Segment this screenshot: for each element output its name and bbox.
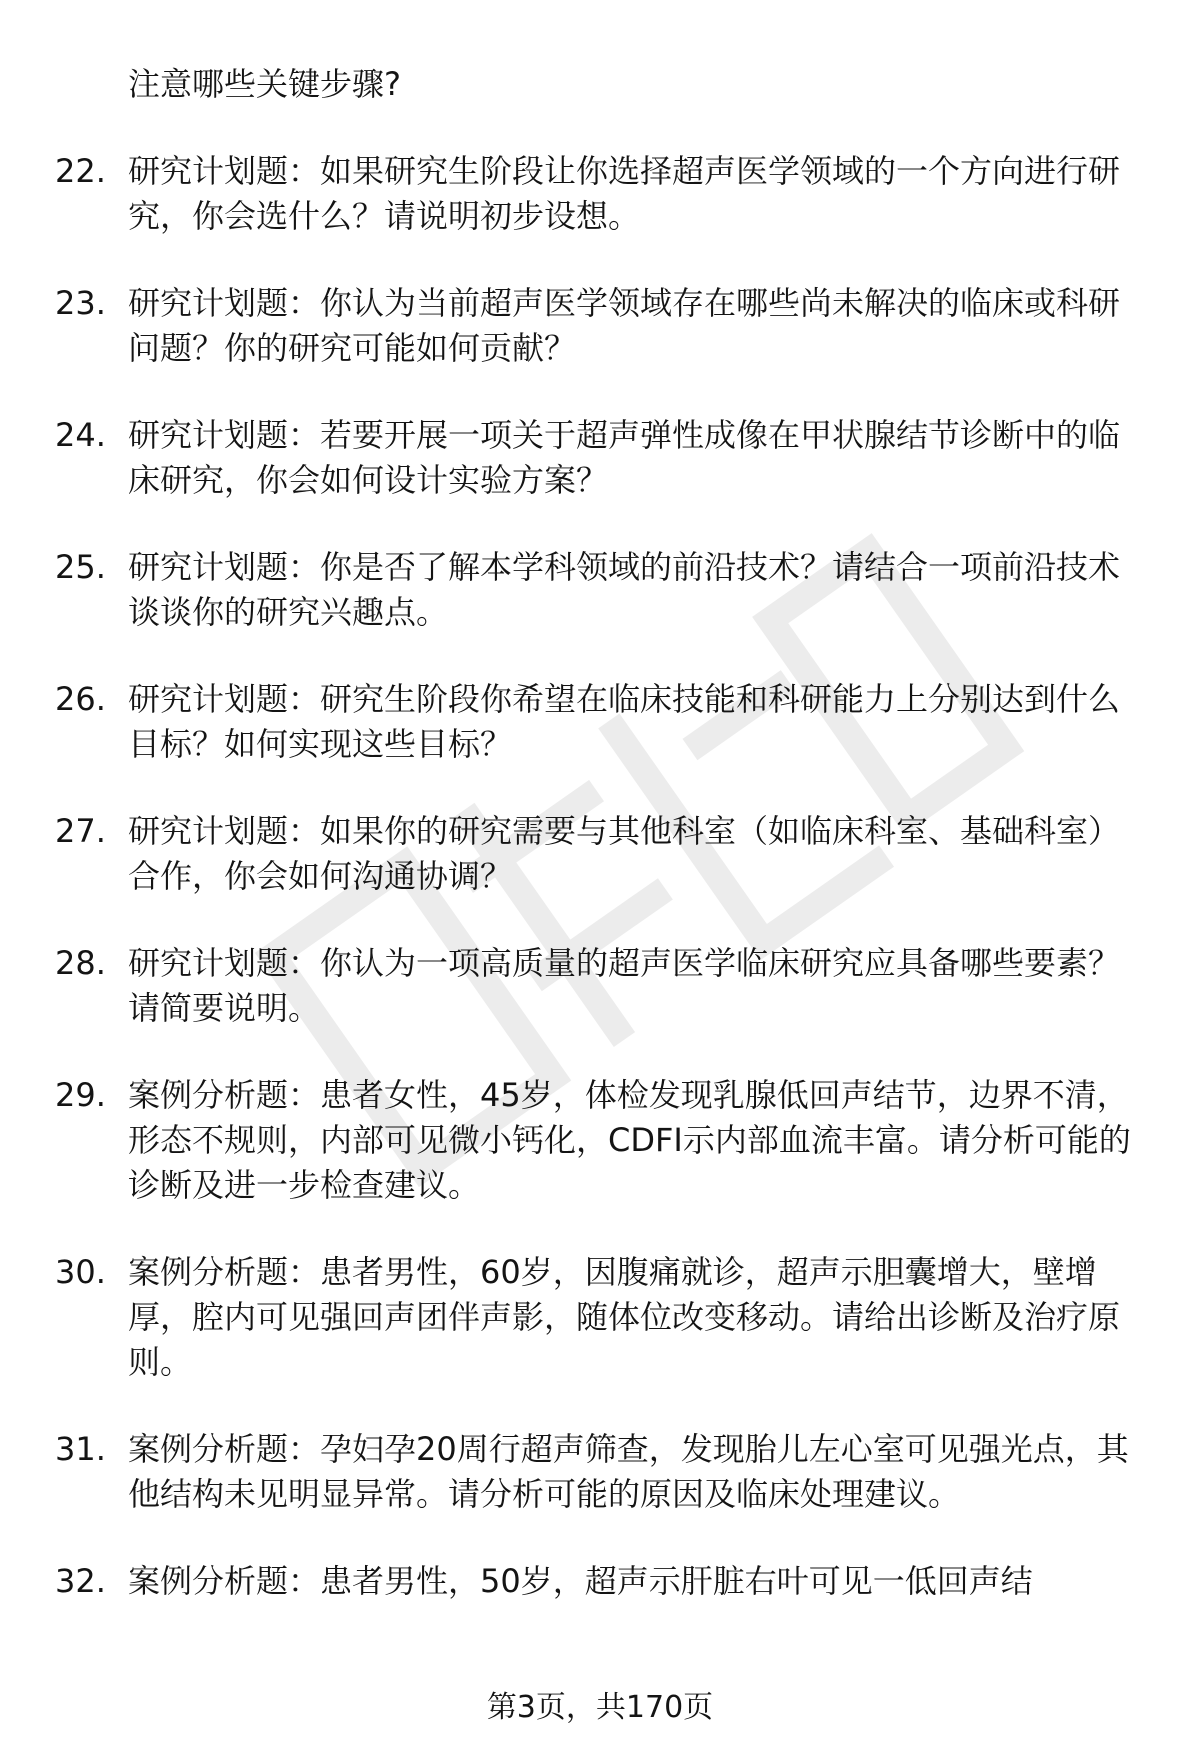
question-list: [55, 62, 1150, 1646]
question-number: 31.: [55, 1430, 106, 1468]
question-number: 30.: [55, 1253, 106, 1291]
question-text: 注意哪些关键步骤?: [128, 65, 401, 103]
question-text: 研究计划题：研究生阶段你希望在临床技能和科研能力上分别达到什么目标？如何实现这些目标？: [128, 680, 1121, 763]
list-item: [55, 1559, 1150, 1604]
question-text: 研究计划题：如果你的研究需要与其他科室（如临床科室、基础科室）合作，你会如何沟通协调？: [128, 812, 1121, 895]
list-item: [55, 545, 1150, 635]
list-item: [55, 62, 1150, 107]
question-text: 案例分析题：患者女性，45岁，体检发现乳腺低回声结节，边界不清，形态不规则，内部可见微小钙化，CDFI示内部血流丰富。请分析可能的诊断及进一步检查建议。: [128, 1076, 1131, 1204]
list-item: [55, 1250, 1150, 1385]
list-item: [55, 677, 1150, 767]
question-text: 研究计划题：你认为当前超声医学领域存在哪些尚未解决的临床或科研问题？你的研究可能如何贡献？: [128, 284, 1121, 367]
list-item: [55, 1427, 1150, 1517]
list-item: [55, 1073, 1150, 1208]
question-number: 22.: [55, 152, 106, 190]
list-item: [55, 941, 1150, 1031]
question-number: 25.: [55, 548, 106, 586]
question-text: 研究计划题：你认为一项高质量的超声医学临床研究应具备哪些要素？请简要说明。: [128, 944, 1121, 1027]
question-number: 23.: [55, 284, 106, 322]
question-number: 27.: [55, 812, 106, 850]
question-number: 28.: [55, 944, 106, 982]
list-item: [55, 281, 1150, 371]
question-text: 案例分析题：患者男性，50岁，超声示肝脏右叶可见一低回声结: [128, 1562, 1033, 1600]
question-number: 24.: [55, 416, 106, 454]
list-item: [55, 413, 1150, 503]
question-number: 32.: [55, 1562, 106, 1600]
question-text: 研究计划题：你是否了解本学科领域的前沿技术？请结合一项前沿技术谈谈你的研究兴趣点。: [128, 548, 1121, 631]
question-text: 案例分析题：患者男性，60岁，因腹痛就诊，超声示胆囊增大，壁增厚，腔内可见强回声团伴声影，随体位改变移动。请给出诊断及治疗原则。: [128, 1253, 1121, 1381]
question-text: 研究计划题：若要开展一项关于超声弹性成像在甲状腺结节诊断中的临床研究，你会如何设计实验方案？: [128, 416, 1121, 499]
page-footer: 第3页，共170页: [486, 1690, 714, 1725]
question-text: 案例分析题：孕妇孕20周行超声筛查，发现胎儿左心室可见强光点，其他结构未见明显异常。请分析可能的原因及临床处理建议。: [128, 1430, 1129, 1513]
question-number: 29.: [55, 1076, 106, 1114]
question-text: 研究计划题：如果研究生阶段让你选择超声医学领域的一个方向进行研究，你会选什么？请说明初步设想。: [128, 152, 1121, 235]
list-item: [55, 809, 1150, 899]
question-number: 26.: [55, 680, 106, 718]
list-item: [55, 149, 1150, 239]
